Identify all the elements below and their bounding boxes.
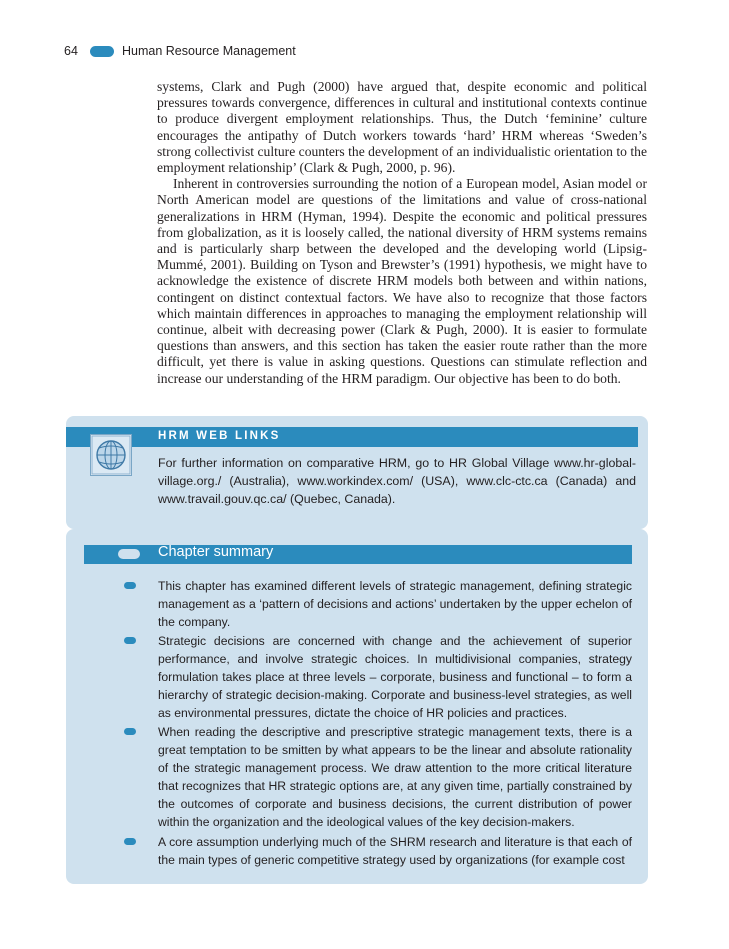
summary-item xyxy=(158,833,632,869)
running-header xyxy=(62,44,662,60)
web-links-header-bar xyxy=(66,427,638,447)
summary-item-text: This chapter has examined different levels of strategic management, defining strategic management as a ‘pattern of decisions and actions’ undertaken by the upper echelon of the company. xyxy=(158,579,632,629)
body-paragraph: Inherent in controversies surrounding the notion of a European model, Asian model or North American model are questions of the limitations and value of cross-national generalizations in HRM (Hyman, 1994). Despite the economic and political pressures from globalization, as it is loosely called, the national diversity of HRM systems remains and is particularly sharp between the developed and the developing world (Lipsig-Mummé, 2001). Building on Tyson and Brewster’s (1991) hypothesis, we might have to acknowledge the existence of discrete HRM models both between and within nations, contingent on distinct contextual factors. We have also to recognize that those factors which maintain differences in approaches to managing the employment relationship will continue, albeit with decreasing power (Clark & Pugh, 2000). It is easier to formulate questions than answers, and this section has taken the easier route rather than the more difficult, yet there is value in asking questions. Questions can stimulate reflection and increase our understanding of the HRM paradigm. Our objective has been to do both. xyxy=(157,176,647,386)
header-pill-marker xyxy=(90,46,114,57)
body-text xyxy=(157,79,647,387)
summary-item-text: Strategic decisions are concerned with change and the achievement of superior performance, and involve strategic choices. In multidivisional companies, strategy formulation takes place at three levels – corporate, business and functional – to form a hierarchy of strategic decision-making. Corporate and business-level strategies, as well as environmental pressures, dictate the choice of HR policies and practices. xyxy=(158,634,632,720)
web-links-title: HRM WEB LINKS xyxy=(158,430,281,442)
summary-title: Chapter summary xyxy=(158,544,274,560)
page-number: 64 xyxy=(64,44,78,58)
summary-header-pill xyxy=(118,549,140,559)
summary-item-text: A core assumption underlying much of the SHRM research and literature is that each of the main types of generic competitive strategy used by organizations (for example cost xyxy=(158,835,632,867)
bullet-marker xyxy=(124,637,136,644)
body-paragraph: systems, Clark and Pugh (2000) have argued that, despite economic and political pressures towards convergence, differences in cultural and institutional contexts continue to produce divergent employment relationships. Thus, the Dutch ‘feminine’ culture encourages the antipathy of Dutch workers towards ‘hard’ HRM whereas ‘Sweden’s strong collectivist culture counters the development of an individualistic orientation to the employment relationship’ (Clark & Pugh, 2000, p. 96). xyxy=(157,79,647,176)
globe-icon xyxy=(90,434,132,476)
bullet-marker xyxy=(124,728,136,735)
summary-item xyxy=(158,723,632,831)
bullet-marker xyxy=(124,582,136,589)
bullet-marker xyxy=(124,838,136,845)
chapter-summary-box xyxy=(66,529,648,884)
summary-item xyxy=(158,632,632,722)
web-links-text: For further information on comparative HRM, go to HR Global Village www.hr-global-village.org./ (Australia), www.workindex.com/ (USA), www.clc-ctc.ca (Canada) and www.travail.gouv.qc.ca/ (Quebec, Canada). xyxy=(158,456,636,506)
summary-item xyxy=(158,577,632,631)
hrm-web-links-box xyxy=(66,416,648,529)
summary-item-text: When reading the descriptive and prescriptive strategic management texts, there is a great temptation to be smitten by what appears to be the linear and absolute rationality of the strategic management process. We draw attention to the more critical literature that recognizes that HR strategic options are, at any given time, partially constrained by the outcomes of corporate and business decisions, the current distribution of power within the organization and the ideological values of the key decision-makers. xyxy=(158,725,632,829)
running-title: Human Resource Management xyxy=(122,44,296,58)
